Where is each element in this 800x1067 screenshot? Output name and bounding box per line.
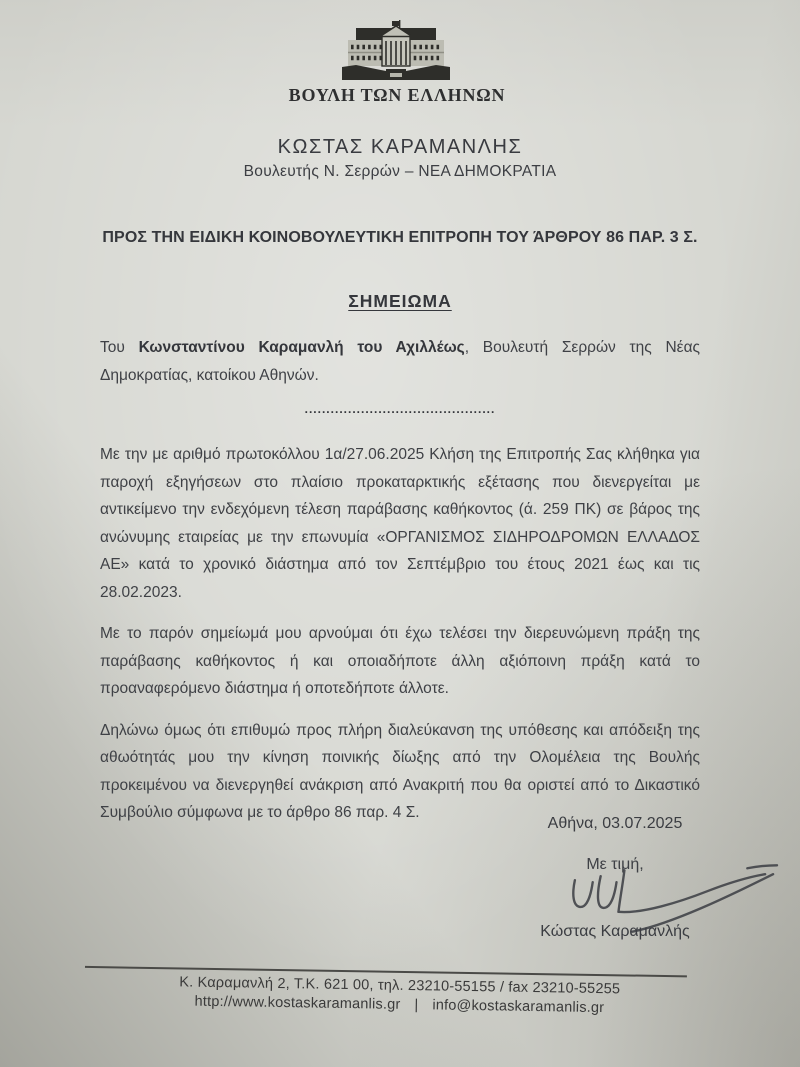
letterhead-footer bbox=[0, 965, 800, 1019]
org-title: ΒΟΥΛΗ ΤΩΝ ΕΛΛΗΝΩΝ bbox=[288, 85, 506, 105]
footer-url: http://www.kostaskaramanlis.gr bbox=[194, 993, 401, 1013]
intro-paragraph bbox=[100, 334, 700, 389]
closing-salutation: Με τιμή, bbox=[586, 856, 644, 873]
letter-body bbox=[100, 441, 700, 841]
sender-name: ΚΩΣΤΑΣ ΚΑΡΑΜΑΝΛΗΣ bbox=[277, 136, 523, 158]
recipient-line: ΠΡΟΣ ΤΗΝ ΕΙΔΙΚΗ ΚΟΙΝΟΒΟΥΛΕΥΤΙΚΗ ΕΠΙΤΡΟΠΗ ΤΟΥ ΆΡΘΡΟΥ 86 ΠΑΡ. 3 Σ. bbox=[102, 229, 698, 246]
dateline: Αθήνα, 03.07.2025 bbox=[547, 815, 683, 832]
body-paragraph-1: Με την με αριθμό πρωτοκόλλου 1α/27.06.2025 Κλήση της Επιτροπής Σας κλήθηκα για παροχή εξηγήσεων στο πλαίσιο προκαταρκτικής εξέτασης που διενεργείται με αντικείμενο την ενδεχόμενη τέλεση παράβασης καθήκοντος (ά. 259 ΠΚ) σε βάρος της ανώνυμης εταιρείας με την επωνυμία «ΟΡΓΑΝΙΣΜΟΣ ΣΙΔΗΡΟΔΡΟΜΩΝ ΕΛΛΑΔΟΣ ΑΕ» κατά το χρονικό διάστημα από τον Σεπτέμβριο του έτους 2021 έως και τις 28.02.2023. bbox=[100, 446, 700, 601]
parliament-building-icon bbox=[340, 20, 452, 84]
sender-title: Βουλευτής Ν. Σερρών – ΝΕΑ ΔΗΜΟΚΡΑΤΙΑ bbox=[243, 163, 557, 180]
dotted-separator: ............................................ bbox=[304, 402, 496, 416]
footer-email: info@kostaskaramanlis.gr bbox=[432, 996, 605, 1016]
intro-name-bold: Κωνσταντίνου Καραμανλή του Αχιλλέως bbox=[138, 339, 465, 356]
note-heading: ΣΗΜΕΙΩΜΑ bbox=[348, 291, 452, 311]
signature-name: Κώστας Καραμανλής bbox=[540, 923, 690, 940]
intro-rest: , Βουλευτή Σερρών της Νέας Δημοκρατίας, κατοίκου Αθηνών. bbox=[100, 339, 701, 384]
body-paragraph-2: Με το παρόν σημείωμά μου αρνούμαι ότι έχω τελέσει την διερευνώμενη πράξη της παράβασης καθήκοντος ή και οποιαδήποτε άλλη αξιόποινη πράξη κατά το προαναφερόμενο διάστημα ή οποτεδήποτε άλλοτε. bbox=[100, 625, 700, 697]
footer-pipe: | bbox=[414, 996, 419, 1013]
body-paragraph-3: Δηλώνω όμως ότι επιθυμώ προς πλήρη διαλεύκανση της υπόθεσης και απόδειξη της αθωότητάς μου την κίνηση ποινικής δίωξης από την Ολομέλεια της Βουλής προκειμένου να διενεργηθεί ανάκριση από Ανακριτή που θα οριστεί από το Δικαστικό Συμβούλιο σύμφωνα με το άρθρο 86 παρ. 4 Σ. bbox=[100, 721, 700, 821]
intro-lead: Του bbox=[100, 339, 139, 356]
footer-address-line: Κ. Καραμανλή 2, Τ.Κ. 621 00, τηλ. 23210-55155 / fax 23210-55255 bbox=[179, 973, 621, 997]
